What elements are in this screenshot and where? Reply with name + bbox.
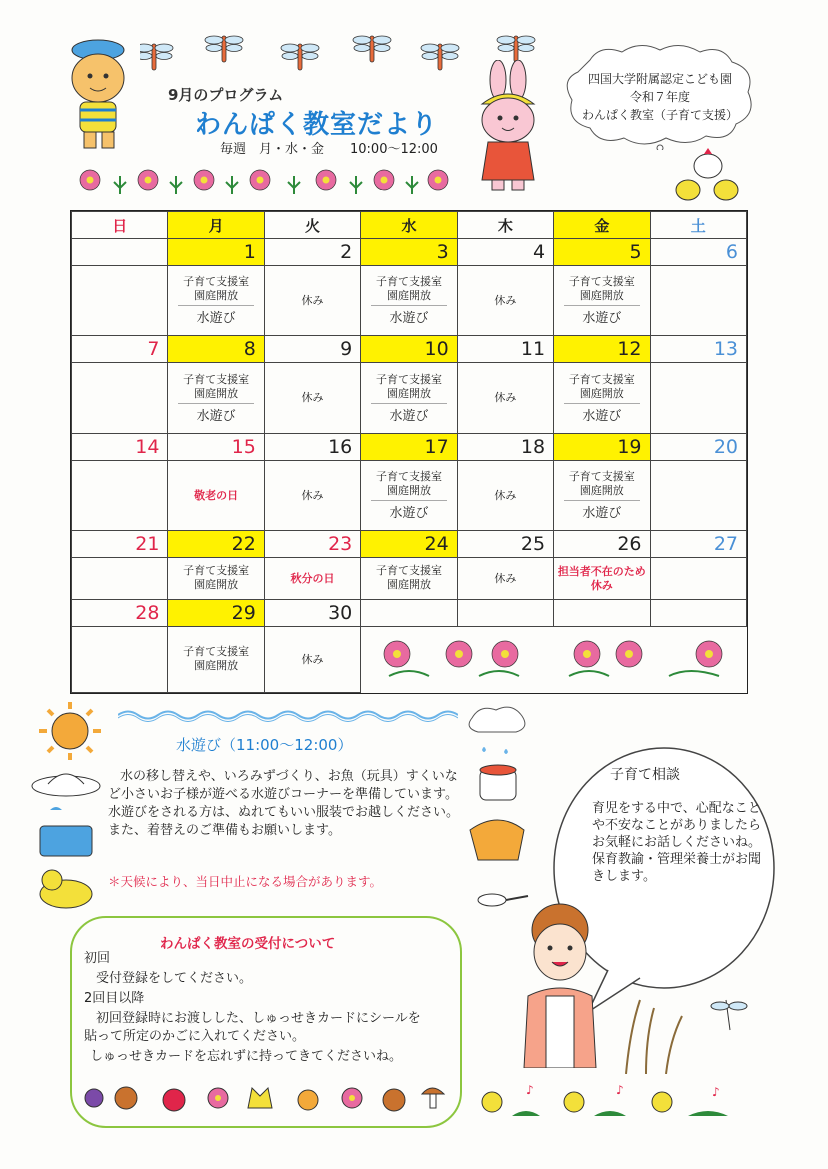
day-cell — [168, 627, 264, 693]
event-garden-open: 園庭開放 — [386, 577, 431, 591]
day-number: 13 — [650, 336, 746, 363]
day-number: 1 — [168, 239, 264, 266]
event-water-play: 水遊び — [582, 506, 622, 522]
event-water-play: 水遊び — [196, 408, 236, 424]
water-toys-icon — [462, 700, 532, 910]
day-number: 29 — [168, 600, 264, 627]
program-name: わんぱく教室（子育て支援） — [581, 108, 738, 122]
event-garden-open: 園庭開放 — [194, 386, 239, 400]
event-rest: 休み — [457, 558, 553, 600]
weekday-wed: 水 — [361, 212, 457, 239]
consult-title: 子育て相談 — [610, 767, 680, 783]
day-number: 11 — [457, 336, 553, 363]
day-number: 12 — [554, 336, 650, 363]
day-number: 15 — [168, 433, 264, 460]
day-cell — [650, 460, 746, 530]
day-cell — [554, 363, 650, 433]
svg-text:♪: ♪ — [526, 1083, 534, 1097]
event-support-room: 子育て支援室 — [375, 563, 442, 577]
autumn-icons-border — [82, 1080, 452, 1116]
event-support-room: 子育て支援室 — [568, 470, 635, 484]
absent-rest: 休み — [590, 578, 613, 592]
day-number: 25 — [457, 531, 553, 558]
day-number: 20 — [650, 433, 746, 460]
calendar — [70, 210, 748, 694]
day-number: 8 — [168, 336, 264, 363]
event-rest: 休み — [264, 627, 360, 693]
reception-first-label: 初回 — [84, 951, 111, 966]
day-number — [361, 600, 457, 627]
weekday-mon: 月 — [168, 212, 264, 239]
weekday-fri: 金 — [554, 212, 650, 239]
day-cell — [650, 266, 746, 336]
day-cell — [554, 460, 650, 530]
event-rest: 休み — [457, 460, 553, 530]
event-support-room: 子育て支援室 — [375, 275, 442, 289]
event-rest: 休み — [264, 460, 360, 530]
school-info — [562, 70, 758, 124]
event-garden-open: 園庭開放 — [194, 658, 239, 672]
event-support-room: 子育て支援室 — [568, 275, 635, 289]
event-support-room: 子育て支援室 — [183, 275, 250, 289]
water-play-description: 水の移し替えや、いろみずづくり、お魚（玩具）すくいなど小さいお子様が遊べる水遊びコーナーを準備しています。水遊びをされる方は、ぬれてもいい服装でお越しください。また、着替えのご準備もお願いします。 — [108, 769, 460, 838]
weekday-tue: 火 — [264, 212, 360, 239]
day-cell — [72, 460, 168, 530]
day-number — [554, 600, 650, 627]
wave-divider — [118, 708, 458, 722]
day-cell — [72, 627, 168, 693]
day-cell — [650, 558, 746, 600]
absent-reason: 担当者不在のため — [557, 564, 646, 578]
event-water-play: 水遊び — [582, 408, 622, 424]
school-name: 四国大学附属認定こども園 — [587, 72, 732, 86]
susuki-grass-icon — [606, 990, 756, 1074]
day-number: 2 — [264, 239, 360, 266]
event-garden-open: 園庭開放 — [194, 289, 239, 303]
event-support-room: 子育て支援室 — [375, 372, 442, 386]
event-garden-open: 園庭開放 — [579, 289, 624, 303]
day-number: 17 — [361, 433, 457, 460]
day-cell — [361, 266, 457, 336]
day-number: 22 — [168, 531, 264, 558]
consult-description: 育児をする中で、心配なことや不安なことがありましたらお気軽にお話しくださいね。保育教諭・管理栄養士がお聞きします。 — [592, 801, 762, 884]
event-garden-open: 園庭開放 — [386, 386, 431, 400]
day-number: 24 — [361, 531, 457, 558]
day-number — [457, 600, 553, 627]
event-support-room: 子育て支援室 — [568, 372, 635, 386]
weekday-sun: 日 — [72, 212, 168, 239]
day-number: 7 — [72, 336, 168, 363]
day-number — [650, 600, 746, 627]
reception-second-text-3: しゅっせきカードを忘れずに持ってきてくださいね。 — [90, 1049, 403, 1064]
reception-first-text: 受付登録をしてください。 — [96, 971, 253, 986]
day-number: 9 — [264, 336, 360, 363]
day-number: 27 — [650, 531, 746, 558]
event-rest: 休み — [264, 266, 360, 336]
event-water-play: 水遊び — [389, 311, 429, 327]
event-support-room: 子育て支援室 — [183, 372, 250, 386]
day-number — [72, 239, 168, 266]
weekday-thu: 木 — [457, 212, 553, 239]
event-support-room: 子育て支援室 — [183, 644, 250, 658]
day-number: 26 — [554, 531, 650, 558]
reception-second-text-2: 貼って所定のかごに入れてください。 — [84, 1029, 306, 1044]
event-support-room: 子育て支援室 — [375, 470, 442, 484]
day-cell — [72, 363, 168, 433]
day-cell — [72, 558, 168, 600]
chicks-illustration — [668, 146, 748, 206]
event-support-room: 子育て支援室 — [183, 563, 250, 577]
event-holiday: 秋分の日 — [264, 558, 360, 600]
day-cell — [361, 363, 457, 433]
event-water-play: 水遊び — [582, 311, 622, 327]
day-cell — [361, 460, 457, 530]
cosmos-flowers-icon — [369, 636, 739, 680]
rabbit-illustration — [472, 60, 544, 194]
day-number: 23 — [264, 531, 360, 558]
event-absent — [554, 558, 650, 600]
reception-second-text-1: 初回登録時にお渡しした、しゅっせきカードにシールを — [96, 1011, 421, 1026]
event-garden-open: 園庭開放 — [194, 577, 239, 591]
event-garden-open: 園庭開放 — [386, 289, 431, 303]
bugs-concert-icon — [476, 1082, 746, 1122]
day-cell — [361, 558, 457, 600]
cosmos-decoration-cell — [361, 627, 747, 693]
reception-second-label: 2回目以降 — [84, 991, 145, 1006]
day-number: 10 — [361, 336, 457, 363]
school-year: 令和７年度 — [629, 90, 690, 104]
day-cell — [554, 266, 650, 336]
water-play-title: 水遊び（11:00～12:00） — [176, 736, 353, 754]
day-number: 28 — [72, 600, 168, 627]
month-program-label: 9月のプログラム — [168, 86, 284, 104]
day-cell — [168, 558, 264, 600]
cosmos-flowers-icon — [72, 162, 472, 202]
teacher-illustration — [512, 900, 608, 1068]
day-number: 6 — [650, 239, 746, 266]
day-number: 5 — [554, 239, 650, 266]
weekday-sat: 土 — [650, 212, 746, 239]
day-number: 19 — [554, 433, 650, 460]
event-water-play: 水遊び — [196, 311, 236, 327]
day-cell — [650, 363, 746, 433]
event-rest: 休み — [457, 266, 553, 336]
event-holiday: 敬老の日 — [168, 460, 264, 530]
event-water-play: 水遊び — [389, 408, 429, 424]
day-number: 14 — [72, 433, 168, 460]
water-play-note: ＊天候により、当日中止になる場合があります。 — [108, 874, 383, 889]
schedule-label: 毎週 月・水・金 10:00～12:00 — [220, 142, 438, 157]
event-water-play: 水遊び — [389, 506, 429, 522]
day-number: 18 — [457, 433, 553, 460]
event-garden-open: 園庭開放 — [579, 484, 624, 498]
event-rest: 休み — [264, 363, 360, 433]
day-number: 3 — [361, 239, 457, 266]
day-number: 30 — [264, 600, 360, 627]
svg-text:♪: ♪ — [616, 1083, 624, 1097]
day-cell — [72, 266, 168, 336]
svg-text:♪: ♪ — [712, 1085, 720, 1099]
boy-dog-illustration — [62, 36, 134, 154]
reception-title: わんぱく教室の受付について — [160, 936, 336, 952]
page-title: わんぱく教室だより — [195, 110, 439, 140]
day-number: 4 — [457, 239, 553, 266]
day-cell — [168, 266, 264, 336]
event-garden-open: 園庭開放 — [579, 386, 624, 400]
hat-clothes-duck-icons — [26, 764, 106, 914]
event-rest: 休み — [457, 363, 553, 433]
sun-icon — [34, 700, 106, 762]
day-number: 21 — [72, 531, 168, 558]
day-number: 16 — [264, 433, 360, 460]
day-cell — [168, 363, 264, 433]
event-garden-open: 園庭開放 — [386, 484, 431, 498]
